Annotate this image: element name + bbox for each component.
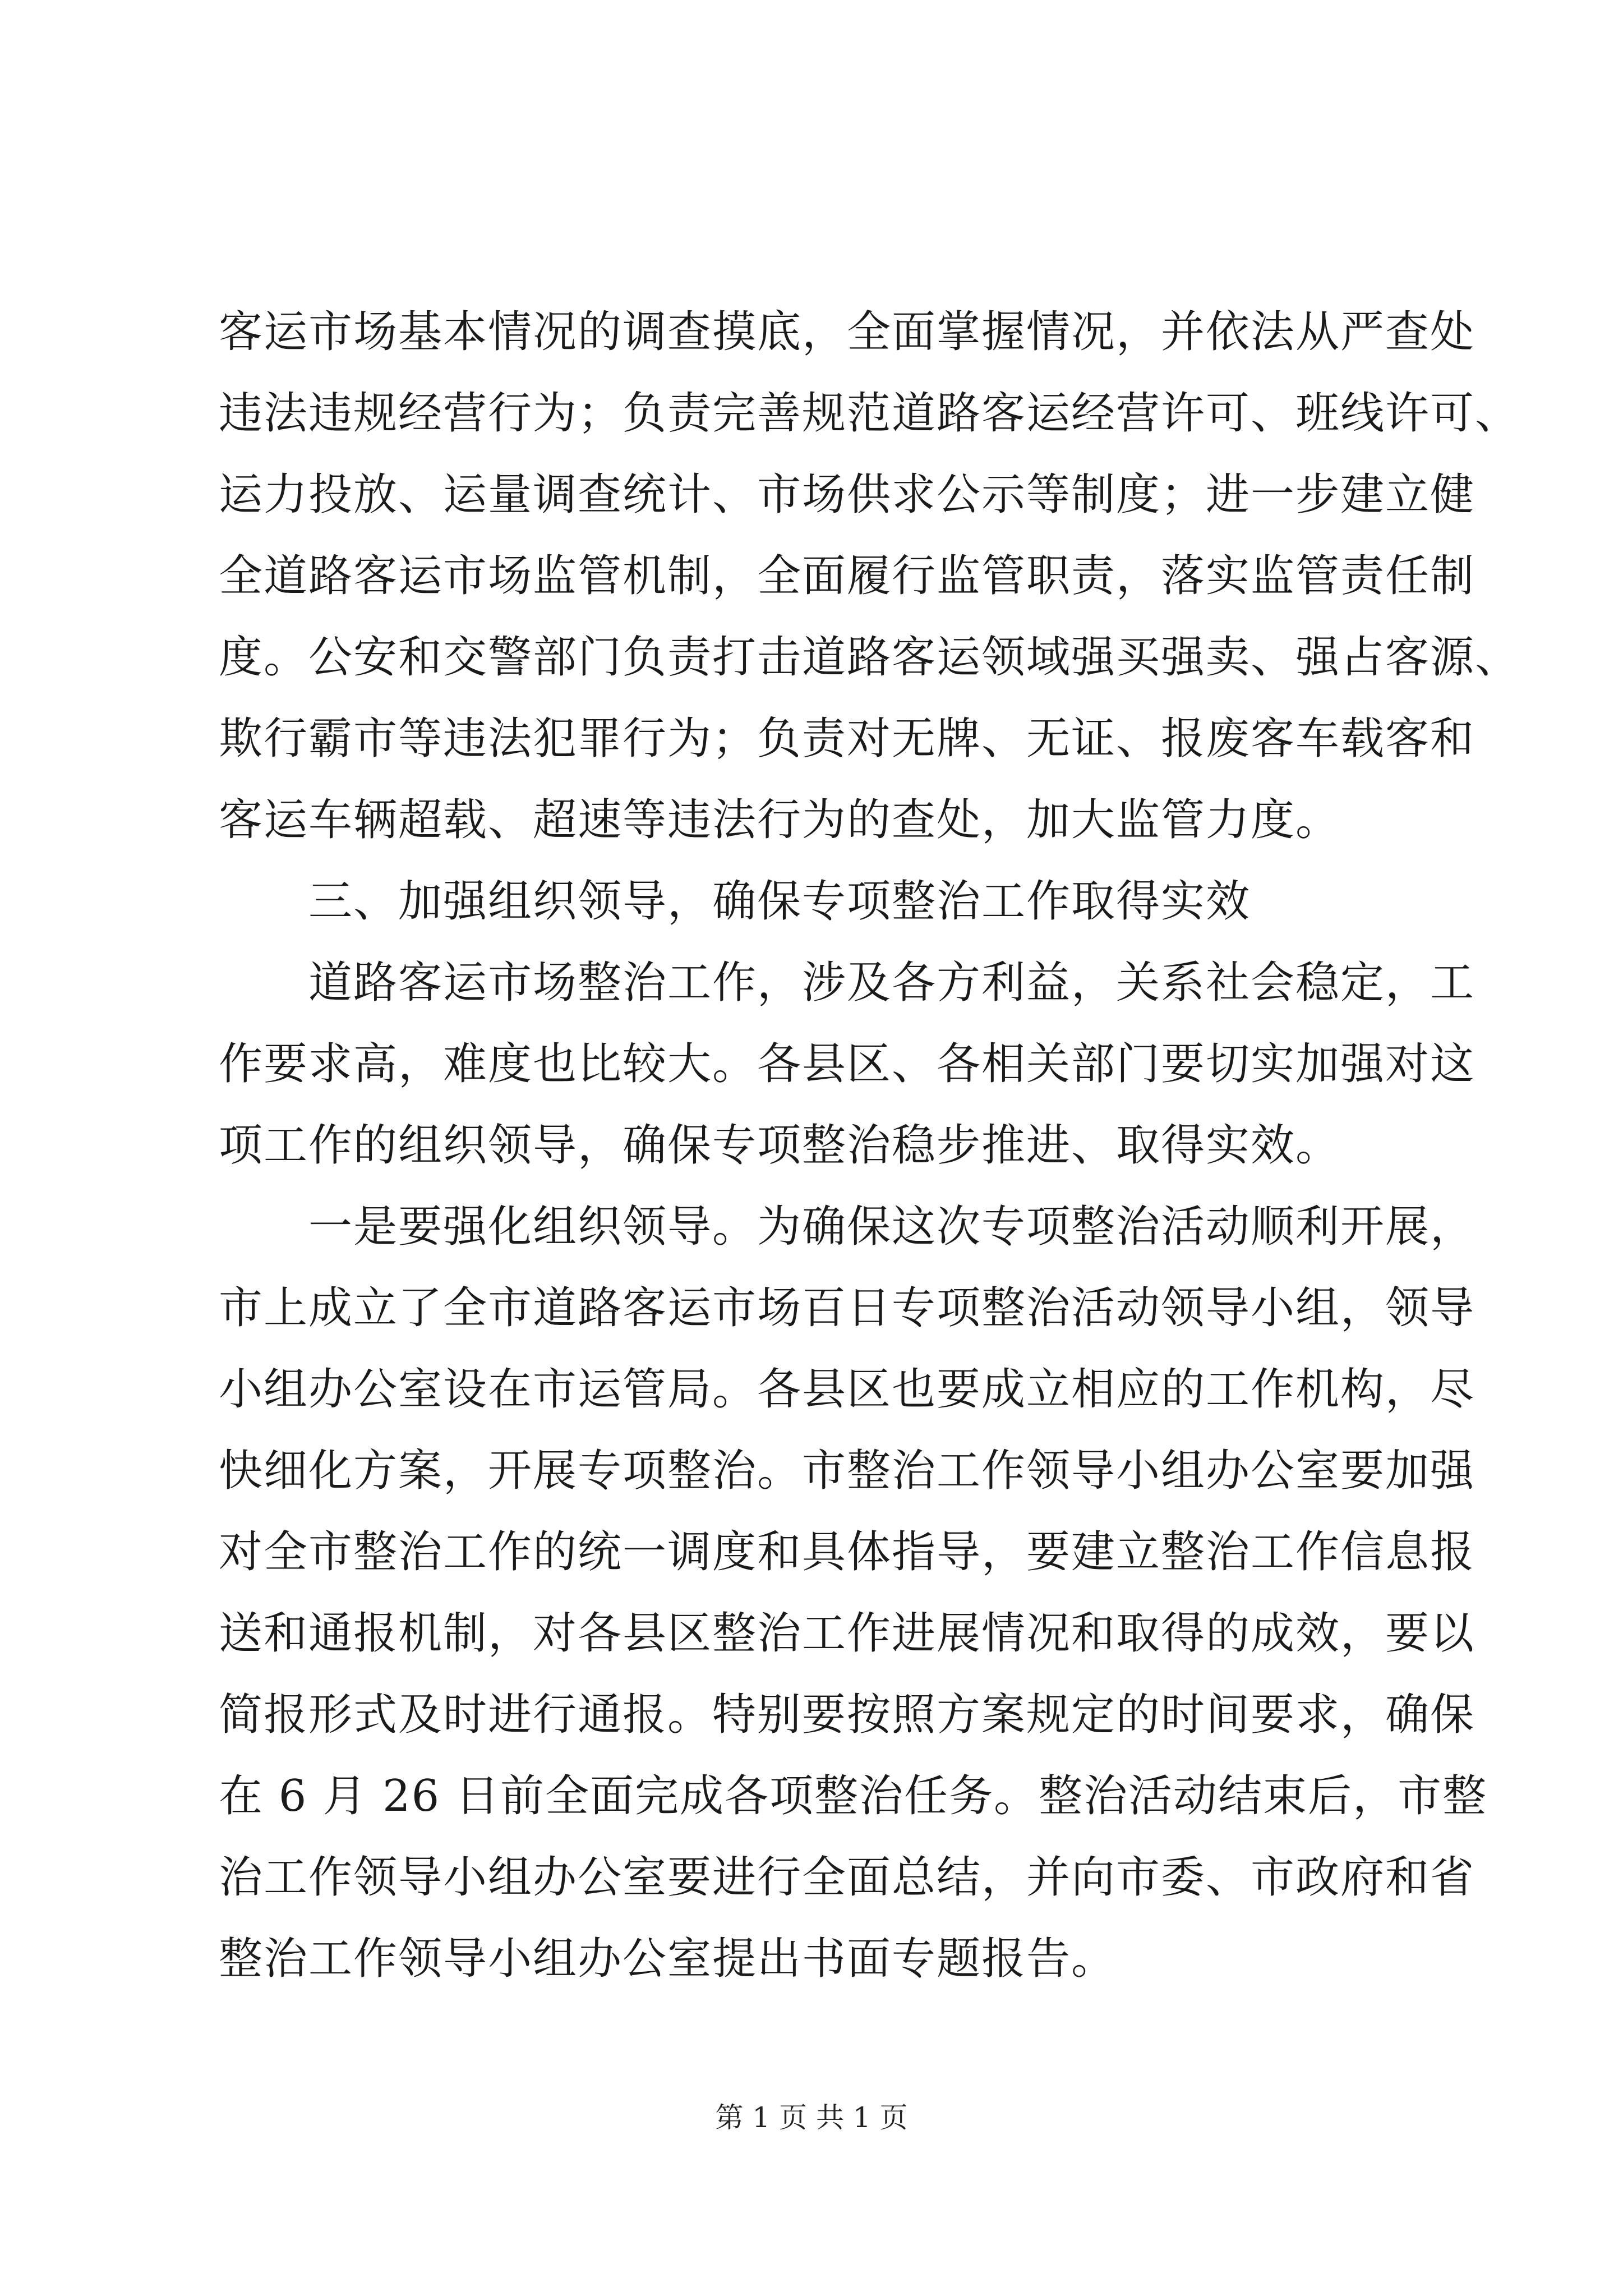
text-line: 欺行霸市等违法犯罪行为；负责对无牌、无证、报废客车载客和 xyxy=(219,714,1476,764)
text-line: 治工作领导小组办公室要进行全面总结，并向市委、市政府和省 xyxy=(219,1852,1476,1903)
text-line: 在 6 月 26 日前全面完成各项整治任务。整治活动结束后，市整 xyxy=(219,1771,1488,1821)
body-text xyxy=(219,292,1520,2000)
text-line: 项工作的组织领导，确保专项整治稳步推进、取得实效。 xyxy=(219,1120,1341,1171)
text-line: 快细化方案，开展专项整治。市整治工作领导小组办公室要加强 xyxy=(219,1446,1476,1496)
text-line: 一是要强化组织领导。为确保这次专项整治活动顺利开展， xyxy=(308,1202,1476,1252)
text-line: 违法违规经营行为；负责完善规范道路客运经营许可、班线许可、 xyxy=(219,388,1520,439)
text-line: 客运市场基本情况的调查摸底，全面掌握情况，并依法从严查处 xyxy=(219,307,1476,357)
text-line: 对全市整治工作的统一调度和具体指导，要建立整治工作信息报 xyxy=(219,1527,1476,1577)
text-line: 道路客运市场整治工作，涉及各方利益，关系社会稳定，工 xyxy=(308,958,1476,1008)
text-line: 运力投放、运量调查统计、市场供求公示等制度；进一步建立健 xyxy=(219,470,1476,520)
section-heading: 三、加强组织领导，确保专项整治工作取得实效 xyxy=(308,876,1251,927)
page-footer xyxy=(0,2098,1623,2137)
text-line: 小组办公室设在市运管局。各县区也要成立相应的工作机构，尽 xyxy=(219,1364,1476,1415)
text-line: 全道路客运市场监管机制，全面履行监管职责，落实监管责任制 xyxy=(219,551,1476,601)
text-line: 作要求高，难度也比较大。各县区、各相关部门要切实加强对这 xyxy=(219,1039,1476,1089)
page-number: 第 1 页 共 1 页 xyxy=(715,2101,908,2134)
text-line: 整治工作领导小组办公室提出书面专题报告。 xyxy=(219,1934,1117,1984)
text-line: 市上成立了全市道路客运市场百日专项整治活动领导小组，领导 xyxy=(219,1283,1476,1333)
text-line: 客运车辆超载、超速等违法行为的查处，加大监管力度。 xyxy=(219,795,1341,845)
text-line: 简报形式及时进行通报。特别要按照方案规定的时间要求，确保 xyxy=(219,1690,1476,1740)
text-line: 度。公安和交警部门负责打击道路客运领域强买强卖、强占客源、 xyxy=(219,632,1520,683)
text-line: 送和通报机制，对各县区整治工作进展情况和取得的成效，要以 xyxy=(219,1608,1476,1659)
